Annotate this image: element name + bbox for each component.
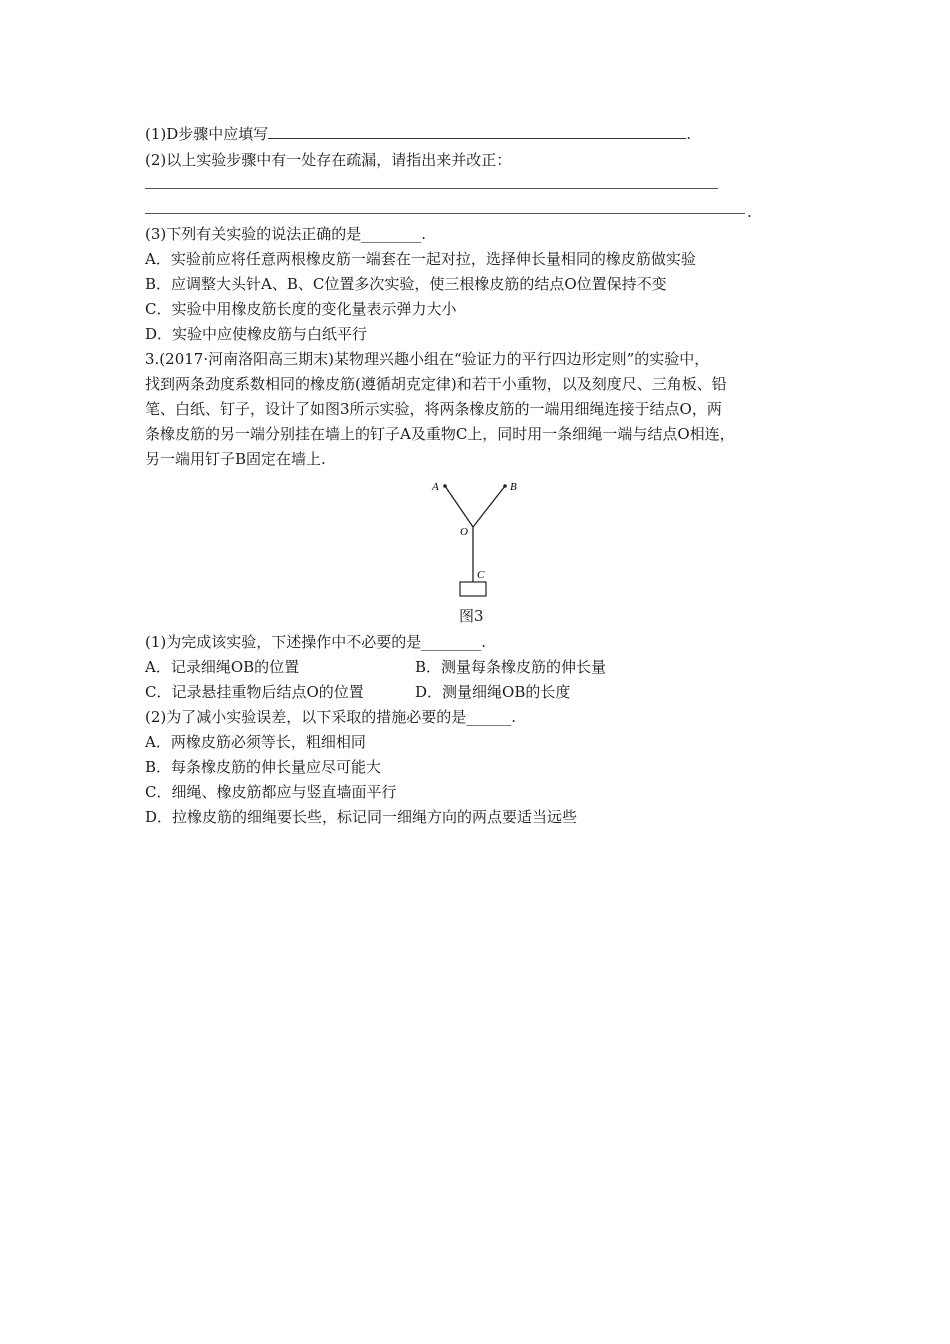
q1-option-b: B．测量每条橡皮筋的伸长量 bbox=[415, 658, 607, 676]
string-ob bbox=[473, 486, 505, 527]
question-1-text: (1)D步骤中应填写 bbox=[145, 125, 269, 143]
problem-3-question-2: (2)为了减小实验误差，以下采取的措施必要的是______. bbox=[145, 708, 517, 726]
problem-3-stem-line: 3.(2017·河南洛阳高三期末)某物理兴趣小组在“验证力的平行四边形定则”的实验中， bbox=[145, 350, 710, 368]
weight-c bbox=[460, 582, 486, 596]
q2-option-a: A．两橡皮筋必须等长，粗细相同 bbox=[145, 733, 366, 751]
q1-option-a: A．记录细绳OB的位置 bbox=[145, 658, 300, 676]
option-d: D．实验中应使橡皮筋与白纸平行 bbox=[145, 325, 368, 343]
q1-option-d: D．测量细绳OB的长度 bbox=[415, 683, 571, 701]
rubber-band-oa bbox=[445, 486, 473, 527]
answer-line-2[interactable] bbox=[145, 213, 745, 214]
label-b: B bbox=[510, 481, 517, 493]
answer-blank[interactable] bbox=[268, 124, 686, 139]
option-c: C．实验中用橡皮筋长度的变化量表示弹力大小 bbox=[145, 300, 457, 318]
question-3-text: (3)下列有关实验的说法正确的是________. bbox=[145, 225, 427, 243]
nail-a bbox=[443, 484, 447, 488]
problem-3-stem-line: 另一端用钉子B固定在墙上. bbox=[145, 450, 326, 468]
figure-caption: 图3 bbox=[459, 607, 484, 625]
label-a: A bbox=[432, 481, 439, 493]
question-2-text: (2)以上实验步骤中有一处存在疏漏，请指出来并改正： bbox=[145, 151, 512, 169]
q2-option-b: B．每条橡皮筋的伸长量应尽可能大 bbox=[145, 758, 382, 776]
q1-option-c: C．记录悬挂重物后结点O的位置 bbox=[145, 683, 364, 701]
problem-3-stem-line: 找到两条劲度系数相同的橡皮筋(遵循胡克定律)和若干小重物，以及刻度尺、三角板、铅 bbox=[145, 375, 727, 393]
question-1-line: (1)D步骤中应填写 . bbox=[145, 125, 692, 143]
option-a: A．实验前应将任意两根橡皮筋一端套在一起对拉，选择伸长量相同的橡皮筋做实验 bbox=[145, 250, 696, 268]
option-b: B．应调整大头针A、B、C位置多次实验，使三根橡皮筋的结点O位置保持不变 bbox=[145, 275, 667, 293]
answer-line-end: . bbox=[747, 203, 752, 221]
problem-3-question-1: (1)为完成该实验，下述操作中不必要的是________. bbox=[145, 633, 487, 651]
figure-3-diagram bbox=[420, 474, 530, 602]
answer-line-1[interactable] bbox=[145, 188, 718, 189]
q2-option-d: D．拉橡皮筋的细绳要长些，标记同一细绳方向的两点要适当远些 bbox=[145, 808, 578, 826]
problem-3-stem-line: 条橡皮筋的另一端分别挂在墙上的钉子A及重物C上，同时用一条细绳一端与结点O相连， bbox=[145, 425, 735, 443]
label-c: C bbox=[477, 569, 485, 581]
problem-3-stem-line: 笔、白纸、钉子，设计了如图3所示实验，将两条橡皮筋的一端用细绳连接于结点O，两 bbox=[145, 400, 722, 418]
q2-option-c: C．细绳、橡皮筋都应与竖直墙面平行 bbox=[145, 783, 397, 801]
label-o: O bbox=[460, 526, 468, 538]
nail-b bbox=[503, 484, 507, 488]
